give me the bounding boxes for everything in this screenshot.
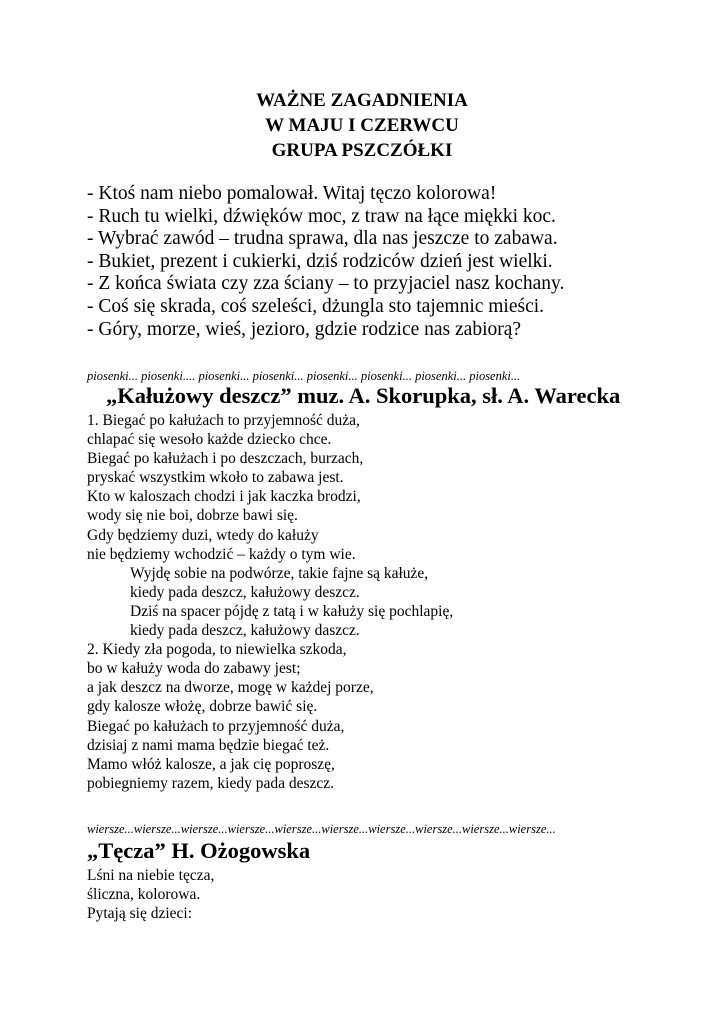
poem-line: Lśni na niebie tęcza, (87, 867, 215, 884)
lyric-line: chlapać się wesoło każde dziecko chce. (87, 431, 332, 449)
topic-item: - Bukiet, prezent i cukierki, dziś rodziców dzień jest wielki. (87, 250, 553, 272)
title-line-2: W MAJU I CZERWCU (265, 115, 459, 136)
topic-item: - Z końca świata czy zza ściany – to przyjaciel nasz kochany. (87, 273, 565, 295)
topic-item: - Ruch tu wielki, dźwięków moc, z traw na łące miękki koc. (87, 205, 556, 227)
lyric-line: dzisiaj z nami mama będzie biegać też. (87, 736, 330, 754)
title-line-1: WAŻNE ZAGADNIENIA (256, 90, 468, 111)
title-line-3: GRUPA PSZCZÓŁKI (271, 140, 453, 161)
lyric-line: a jak deszcz na dworze, mogę w każdej porze, (87, 679, 374, 697)
poem-line: śliczna, kolorowa. (87, 886, 201, 904)
poem-text (87, 866, 214, 923)
topic-item: - Wybrać zawód – trudna sprawa, dla nas jeszcze to zabawa. (87, 228, 558, 250)
topic-item: - Góry, morze, wieś, jezioro, gdzie rodzice nas zabiorą? (87, 318, 522, 340)
poems-separator: wiersze...wiersze...wiersze...wiersze...wiersze...wiersze...wiersze...wiersze...wiersze...wiersze... (87, 822, 556, 836)
lyric-line: Kto w kaloszach chodzi i jak kaczka brodzi, (87, 488, 361, 506)
poem-title: „Tęcza” H. Ożogowska (87, 838, 311, 863)
songs-separator: piosenki... piosenki.... piosenki... piosenki... piosenki... piosenki... piosenki... piosenki... (87, 369, 521, 383)
lyric-line: Biegać po kałużach to przyjemność duża, (87, 717, 345, 735)
chorus-line: kiedy pada deszcz, kałużowy daszcz. (130, 622, 360, 640)
lyric-line: Biegać po kałużach i po deszczach, burzach, (87, 450, 364, 468)
lyric-line: Gdy będziemy duzi, wtedy do kałuży (87, 526, 319, 544)
topic-item: - Ktoś nam niebo pomalował. Witaj tęczo kolorowa! (87, 183, 497, 204)
lyric-line: pobiegniemy razem, kiedy pada deszcz. (87, 774, 335, 792)
poem-line: Pytają się dzieci: (87, 905, 193, 923)
lyric-line: bo w kałuży woda do zabawy jest; (87, 660, 301, 678)
song-lyrics (87, 411, 453, 793)
song-title: „Kałużowy deszcz” muz. A. Skorupka, sł. A. Warecka (106, 383, 621, 408)
lyric-line: pryskać wszystkim wkoło to zabawa jest. (87, 469, 344, 487)
topics-list (87, 183, 564, 341)
lyric-line: gdy kalosze włożę, dobrze bawić się. (87, 698, 318, 716)
page-title (0, 88, 724, 163)
lyric-line: 2. Kiedy zła pogoda, to niewielka szkoda, (87, 641, 347, 659)
lyric-line: Mamo włóż kalosze, a jak cię poproszę, (87, 755, 335, 773)
topic-item: - Coś się skrada, coś szeleści, dżungla sto tajemnic mieści. (87, 295, 545, 317)
lyric-line: nie będziemy wchodzić – każdy o tym wie. (87, 545, 356, 563)
lyric-line: 1. Biegać po kałużach to przyjemność duża, (87, 412, 360, 429)
chorus-line: Wyjdę sobie na podwórze, takie fajne są kałuże, (130, 564, 429, 582)
chorus-line: kiedy pada deszcz, kałużowy deszcz. (130, 583, 360, 601)
chorus-line: Dziś na spacer pójdę z tatą i w kałuży się pochlapię, (130, 602, 454, 620)
lyric-line: wody się nie boi, dobrze bawi się. (87, 507, 298, 525)
